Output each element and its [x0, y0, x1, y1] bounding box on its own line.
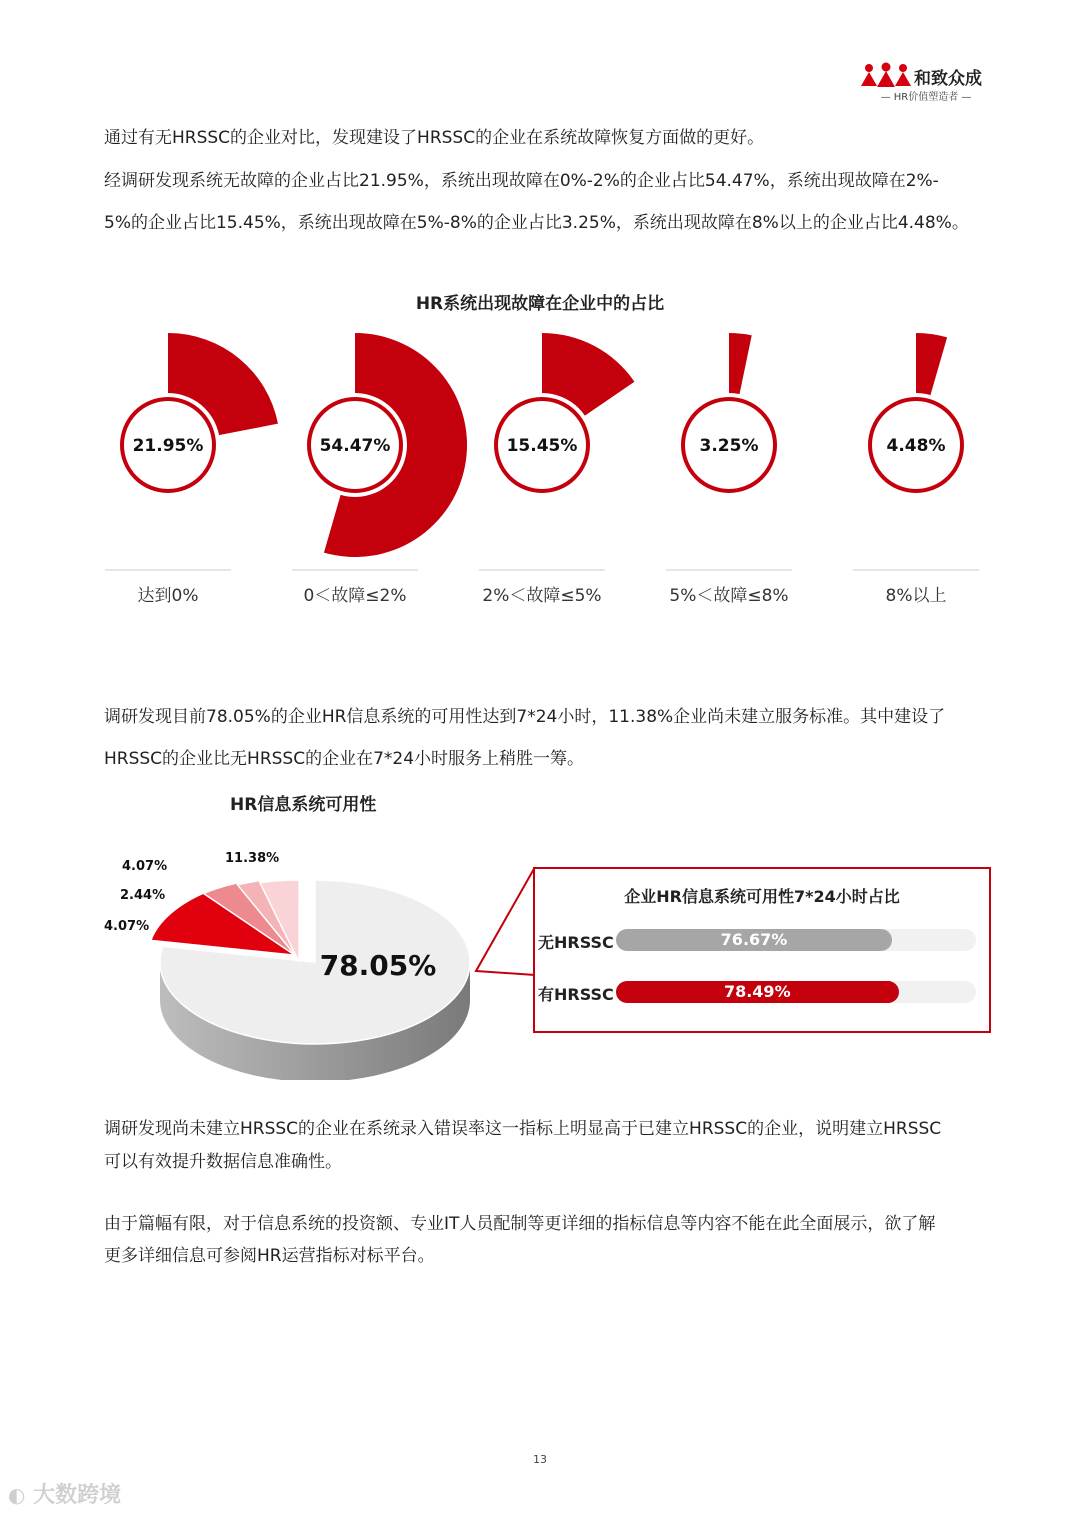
- paragraph-3-line-2: HRSSC的企业比无HRSSC的企业在7*24小时服务上稍胜一筹。: [104, 749, 585, 769]
- fault-category-label-1: 0＜故障≤2%: [303, 586, 407, 606]
- bar-chart-title: 企业HR信息系统可用性7*24小时占比: [624, 887, 900, 906]
- fault-chart: [0, 320, 1080, 570]
- bar-track-no-hrssc: [616, 929, 976, 951]
- watermark-logo-icon: ◐: [8, 1483, 26, 1507]
- fault-value-label-3: 3.25%: [699, 436, 759, 456]
- watermark: ◐ 大数跨境: [8, 1483, 122, 1508]
- bar-no-hrssc: 76.67%: [616, 929, 892, 951]
- paragraph-5-line-2: 更多详细信息可参阅HR运营指标对标平台。: [104, 1246, 435, 1266]
- brand-logo: [860, 60, 990, 104]
- fault-item-2: [490, 333, 634, 497]
- availability-chart-title: HR信息系统可用性: [230, 795, 377, 815]
- fault-item-3: [677, 333, 781, 497]
- fault-category-label-4: 8%以上: [885, 586, 947, 606]
- fault-chart-title: HR系统出现故障在企业中的占比: [415, 294, 665, 314]
- fault-category-divider-4: [853, 569, 979, 571]
- pie-label-0: 78.05%: [319, 949, 437, 982]
- paragraph-3-line-1: 调研发现目前78.05%的企业HR信息系统的可用性达到7*24小时，11.38%企业尚未建立服务标准。其中建设了: [104, 707, 946, 727]
- fault-category-divider-0: [105, 569, 231, 571]
- page-number: 13: [533, 1453, 547, 1466]
- pie-label-2: 4.07%: [122, 859, 168, 874]
- pie-label-1: 11.38%: [225, 851, 280, 866]
- pie-label-4: 4.07%: [104, 919, 150, 934]
- fault-category-label-2: 2%＜故障≤5%: [482, 586, 602, 606]
- bar-track-has-hrssc: [616, 981, 976, 1003]
- fault-category-divider-1: [292, 569, 418, 571]
- fault-category-label-3: 5%＜故障≤8%: [669, 586, 789, 606]
- availability-pie-chart: [100, 840, 480, 1080]
- fault-value-label-1: 54.47%: [319, 436, 391, 456]
- fault-category-label-0: 达到0%: [137, 586, 199, 606]
- fault-item-1: [303, 333, 467, 557]
- brand-tagline: — HR价值塑造者 —: [880, 92, 972, 103]
- fault-category-divider-3: [666, 569, 792, 571]
- paragraph-2-line-1: 经调研发现系统无故障的企业占比21.95%，系统出现故障在0%-2%的企业占比54.47%，系统出现故障在2%-: [104, 171, 939, 191]
- bar-label-no-hrssc: 无HRSSC: [538, 933, 614, 952]
- fault-category-divider-2: [479, 569, 605, 571]
- paragraph-2-line-2: 5%的企业占比15.45%，系统出现故障在5%-8%的企业占比3.25%，系统出现故障在8%以上的企业占比4.48%。: [104, 213, 969, 233]
- paragraph-1: 通过有无HRSSC的企业对比，发现建设了HRSSC的企业在系统故障恢复方面做的更好。: [104, 128, 765, 148]
- callout-pointer: [474, 867, 536, 977]
- pie-label-3: 2.44%: [120, 888, 166, 903]
- fault-value-label-2: 15.45%: [506, 436, 578, 456]
- brand-name: 和致众成: [914, 69, 982, 89]
- bar-has-hrssc: 78.49%: [616, 981, 899, 1003]
- fault-item-4: [864, 333, 968, 497]
- fault-value-label-0: 21.95%: [132, 436, 204, 456]
- paragraph-4-line-1: 调研发现尚未建立HRSSC的企业在系统录入错误率这一指标上明显高于已建立HRSSC的企业，说明建立HRSSC: [104, 1119, 942, 1139]
- fault-value-label-4: 4.48%: [886, 436, 946, 456]
- fault-item-0: [116, 333, 278, 497]
- paragraph-4-line-2: 可以有效提升数据信息准确性。: [104, 1152, 342, 1172]
- paragraph-5-line-1: 由于篇幅有限，对于信息系统的投资额、专业IT人员配制等更详细的指标信息等内容不能在此全面展示，欲了解: [104, 1214, 936, 1234]
- bar-label-has-hrssc: 有HRSSC: [538, 985, 614, 1004]
- people-logo-icon: [860, 62, 912, 88]
